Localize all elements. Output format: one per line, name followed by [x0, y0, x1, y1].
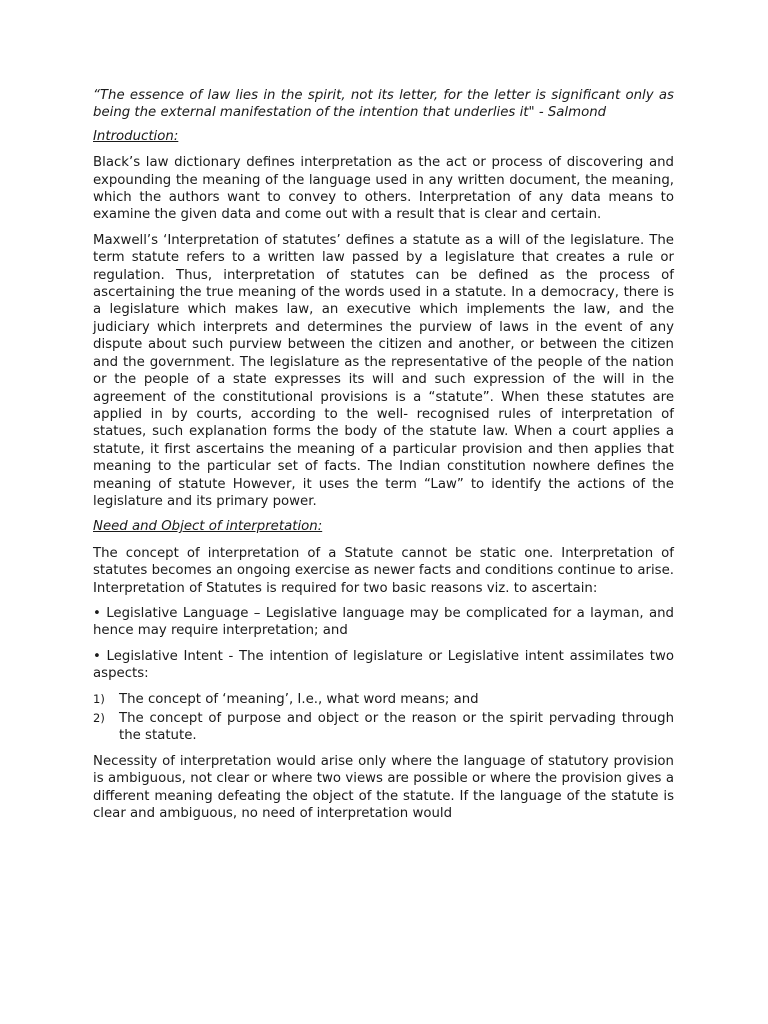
bullet-legislative-intent: • Legislative Intent - The intention of legislature or Legislative intent assimilates two aspects:	[93, 648, 674, 682]
epigraph-quote: “The essence of law lies in the spirit, not its letter, for the letter is significant only as being the external manifestation of the intention that underlies it" - Salmond	[93, 88, 674, 121]
bullet-legislative-language: • Legislative Language – Legislative language may be complicated for a layman, and hence may require interpretation; and	[93, 605, 674, 639]
introduction-paragraph-2: Maxwell’s ‘Interpretation of statutes’ defines a statute as a will of the legislature. The term statute refers to a written law passed by a legislature that creates a rule or regulation. Thus, interpretation of statutes can be defined as the process of ascertaining the true meaning of the words used in a statute. In a democracy, there is a legislature which makes law, an executive which implements the law, and the judiciary which interprets and determines the purview of laws in the event of any dispute about such purview between the citizen and another, or between the citizen and the government. The legislature as the representative of the people of the nation or the people of a state expresses its will and such expression of the will in the agreement of the constitutional provisions is a “statute”. When these statutes are applied in by courts, according to the well- recognised rules of interpretation of statues, such explanation forms the body of the statute law. When a court applies a statute, it first ascertains the meaning of a particular provision and then applies that meaning to the particular set of facts. The Indian constitution nowhere defines the meaning of statute However, it uses the term “Law” to identify the actions of the legislature and its primary power.	[93, 232, 674, 509]
necessity-paragraph: Necessity of interpretation would arise only where the language of statutory provision is ambiguous, not clear or where two views are possible or where the provision gives a different meaning defeating the object of the statute. If the language of the statute is clear and ambiguous, no need of interpretation would	[93, 753, 674, 822]
list-item-text: The concept of ‘meaning’, I.e., what word means; and	[119, 691, 479, 707]
need-object-heading: Need and Object of interpretation:	[93, 519, 323, 535]
list-item	[71, 710, 674, 745]
need-paragraph: The concept of interpretation of a Statute cannot be static one. Interpretation of statutes becomes an ongoing exercise as newer facts and conditions continue to arise. Interpretation of Statutes is required for two basic reasons viz. to ascertain:	[93, 545, 674, 596]
introduction-paragraph-1: Black’s law dictionary defines interpretation as the act or process of discovering and expounding the meaning of the language used in any written document, the meaning, which the authors want to convey to others. Interpretation of any data means to examine the given data and come out with a result that is clear and certain.	[93, 155, 674, 223]
list-number: 2)	[93, 711, 105, 725]
document-page	[93, 87, 674, 830]
list-item-text: The concept of purpose and object or the reason or the spirit pervading through the statute.	[119, 711, 674, 744]
aspects-list	[93, 691, 674, 745]
introduction-heading: Introduction:	[93, 128, 179, 144]
list-item	[71, 691, 674, 708]
list-number: 1)	[93, 691, 105, 706]
